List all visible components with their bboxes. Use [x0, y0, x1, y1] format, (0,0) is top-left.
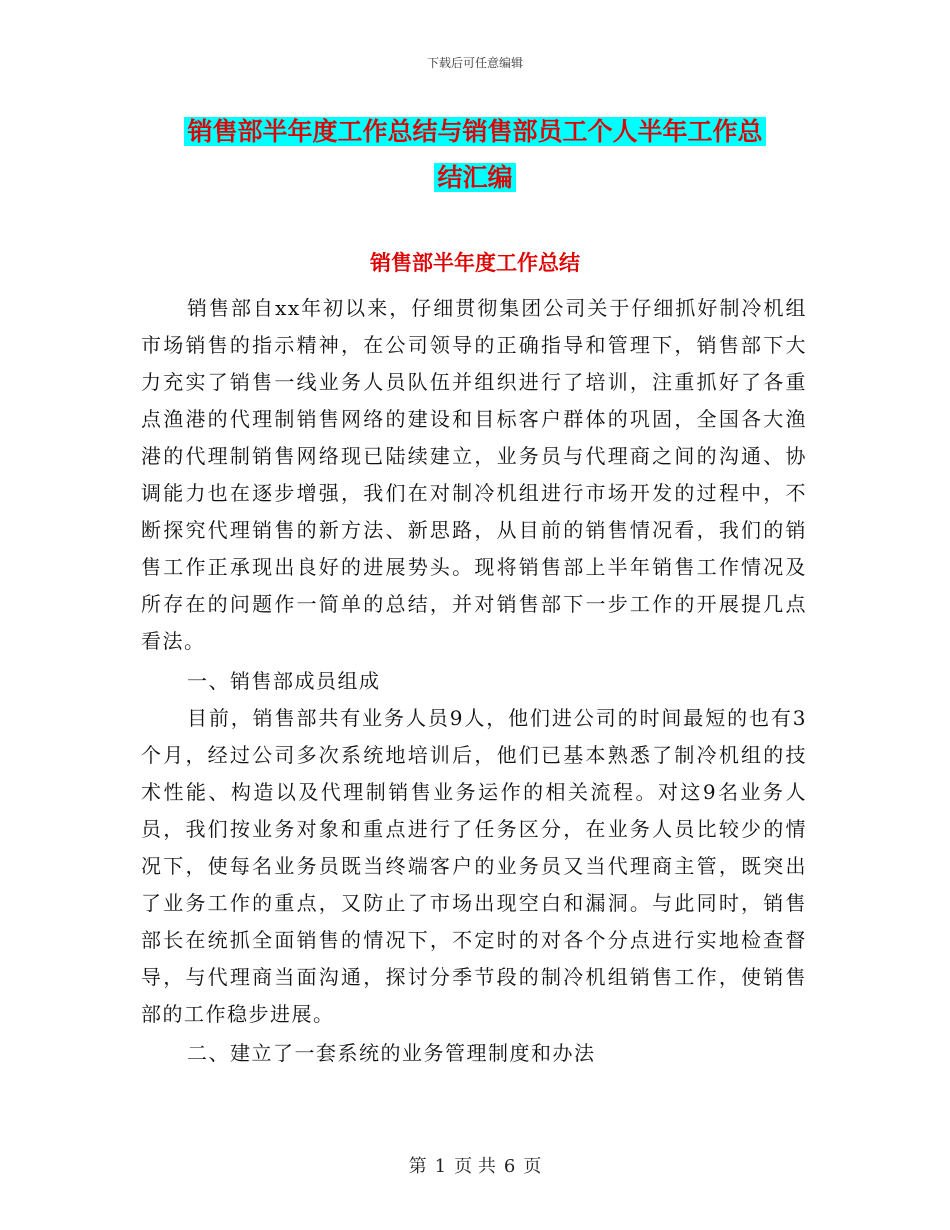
footer-suffix: 页 [523, 1156, 542, 1177]
heading-section-1: 一、销售部成员组成 [187, 669, 381, 693]
paragraph-intro: 销售部自xx年初以来，仔细贯彻集团公司关于仔细抓好制冷机组市场销售的指示精神，在公司领导的正确指导和管理下，销售部下大力充实了销售一线业务人员队伍并组织进行了培训，注重抓好了各重点渔港的代理制销售网络的建设和目标客户群体的巩固，全国各大渔港的代理制销售网络现已陆续建立，业务员与代理商之间的沟通、协调能力也在逐步增强，我们在对制冷机组进行市场开发的过程中，不断探究代理销售的新方法、新思路，从目前的销售情况看，我们的销售工作正承现出良好的进展势头。现将销售部上半年销售工作情况及所存在的问题作一简单的总结，并对销售部下一步工作的开展提几点看法。 [141, 296, 807, 653]
page-total: 6 [503, 1156, 516, 1177]
document-title [0, 109, 950, 201]
section-title: 销售部半年度工作总结 [370, 250, 580, 275]
page-number: 1 [434, 1156, 447, 1177]
heading-section-2: 二、建立了一套系统的业务管理制度和办法 [187, 1041, 596, 1065]
page-footer [0, 1152, 950, 1178]
footer-middle: 页 共 [454, 1156, 496, 1177]
footer-prefix: 第 [408, 1156, 427, 1177]
header-note: 下载后可任意编辑 [426, 56, 523, 70]
title-line-2: 结汇编 [434, 163, 515, 192]
title-line-1: 销售部半年度工作总结与销售部员工个人半年工作总 [184, 117, 765, 146]
paragraph-staff: 目前，销售部共有业务人员9人，他们进公司的时间最短的也有3个月，经过公司多次系统地培训后，他们已基本熟悉了制冷机组的技术性能、构造以及代理制销售业务运作的相关流程。对这9名业务人员，我们按业务对象和重点进行了任务区分，在业务人员比较少的情况下，使每名业务员既当终端客户的业务员又当代理商主管，既突出了业务工作的重点，又防止了市场出现空白和漏洞。与此同时，销售部长在统抓全面销售的情况下，不定时的对各个分点进行实地检查督导，与代理商当面沟通，探讨分季节段的制冷机组销售工作，使销售部的工作稳步进展。 [141, 706, 807, 1026]
